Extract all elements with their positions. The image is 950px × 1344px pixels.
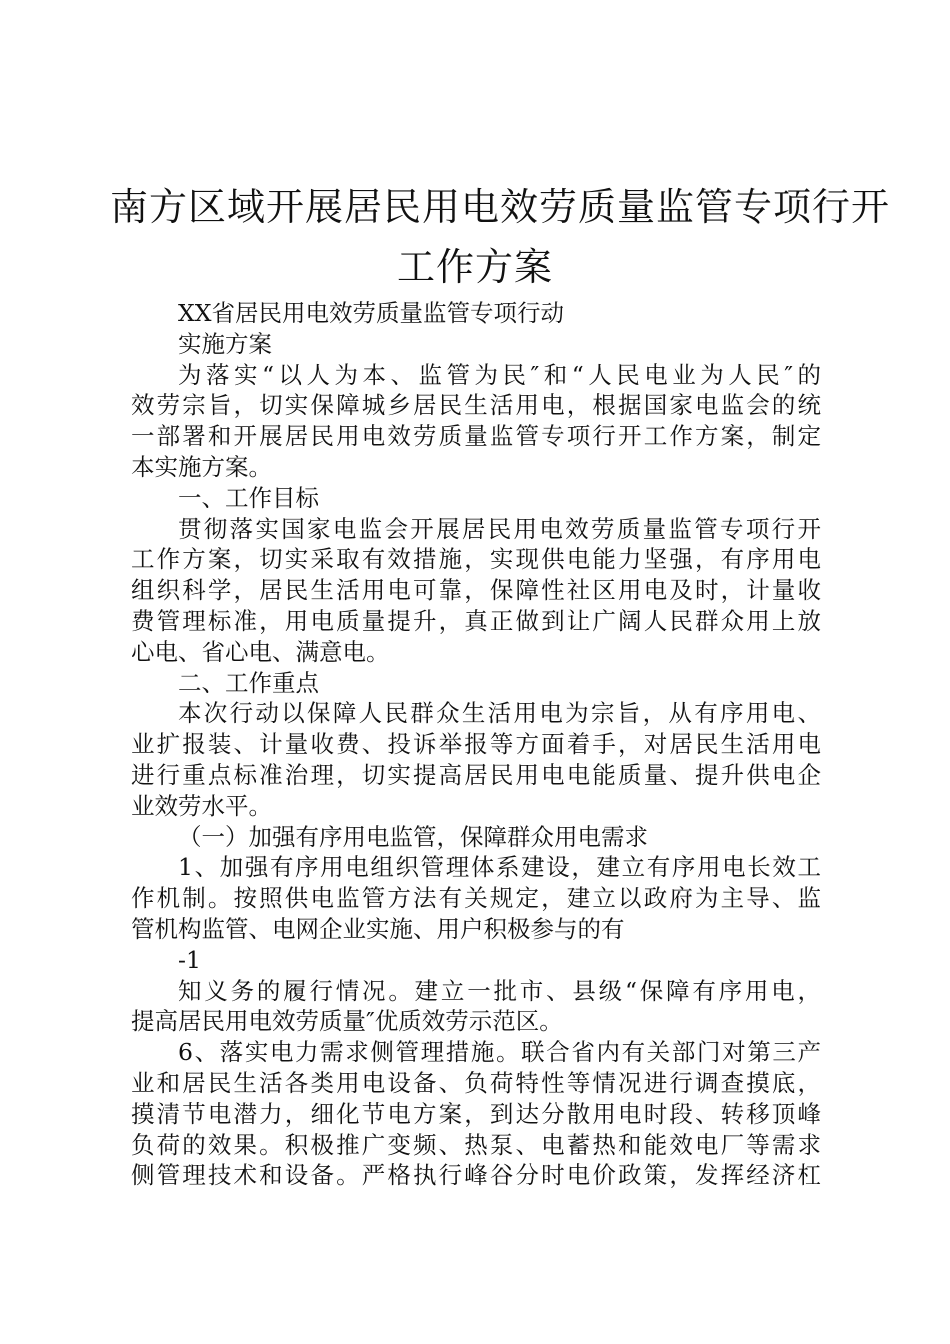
- paragraph-line: 工作方案，切实采取有效措施，实现供电能力坚强，有序用电: [131, 545, 821, 574]
- document-title-line-2: 工作方案: [396, 245, 553, 289]
- paragraph-line: 为落实“以人为本、监管为民″和“人民电业为人民″的: [178, 360, 821, 389]
- section-heading: 一、工作目标: [178, 483, 319, 512]
- paragraph-line: 侧管理技术和设备。严格执行峰谷分时电价政策，发挥经济杠: [131, 1161, 821, 1190]
- paragraph-line: 效劳宗旨，切实保障城乡居民生活用电，根据国家电监会的统: [131, 391, 821, 420]
- paragraph-line: 本实施方案。: [131, 452, 272, 481]
- paragraph-line: 业扩报装、计量收费、投诉举报等方面着手，对居民生活用电: [131, 730, 821, 759]
- paragraph-line: 6、落实电力需求侧管理措施。联合省内有关部门对第三产: [178, 1038, 821, 1067]
- subtitle-line: 实施方案: [178, 329, 272, 358]
- subsection-heading: （一）加强有序用电监管，保障群众用电需求: [178, 822, 648, 851]
- subtitle-line: XX省居民用电效劳质量监管专项行动: [178, 299, 564, 327]
- paragraph-line: 费管理标准，用电质量提升，真正做到让广阔人民群众用上放: [131, 606, 821, 635]
- paragraph-line: 进行重点标准治理，切实提高居民用电电能质量、提升供电企: [131, 760, 821, 789]
- paragraph-line: 一部署和开展居民用电效劳质量监管专项行开工作方案，制定: [131, 422, 821, 451]
- document-title-line-1: 南方区域开展居民用电效劳质量监管专项行开: [110, 185, 891, 229]
- page-number: -1: [178, 945, 201, 974]
- paragraph-line: 本次行动以保障人民群众生活用电为宗旨，从有序用电、: [178, 699, 821, 728]
- paragraph-line: 1、加强有序用电组织管理体系建设，建立有序用电长效工: [178, 853, 821, 882]
- paragraph-line: 摸清节电潜力，细化节电方案，到达分散用电时段、转移顶峰: [131, 1099, 821, 1128]
- paragraph-line: 心电、省心电、满意电。: [131, 637, 390, 666]
- paragraph-line: 组织科学，居民生活用电可靠，保障性社区用电及时，计量收: [131, 576, 821, 605]
- paragraph-line: 业和居民生活各类用电设备、负荷特性等情况进行调查摸底，: [131, 1068, 821, 1097]
- document-body: [131, 298, 821, 1191]
- paragraph-line: 管机构监管、电网企业实施、用户积极参与的有: [131, 914, 625, 943]
- section-heading: 二、工作重点: [178, 668, 319, 697]
- paragraph-line: 贯彻落实国家电监会开展居民用电效劳质量监管专项行开: [178, 514, 821, 543]
- paragraph-line: 知义务的履行情况。建立一批市、县级“保障有序用电，: [178, 976, 821, 1005]
- paragraph-line: 负荷的效果。积极推广变频、热泵、电蓄热和能效电厂等需求: [131, 1130, 821, 1159]
- paragraph-line: 提高居民用电效劳质量″优质效劳示范区。: [131, 1007, 563, 1036]
- paragraph-line: 业效劳水平。: [131, 791, 272, 820]
- paragraph-line: 作机制。按照供电监管方法有关规定，建立以政府为主导、监: [131, 884, 821, 913]
